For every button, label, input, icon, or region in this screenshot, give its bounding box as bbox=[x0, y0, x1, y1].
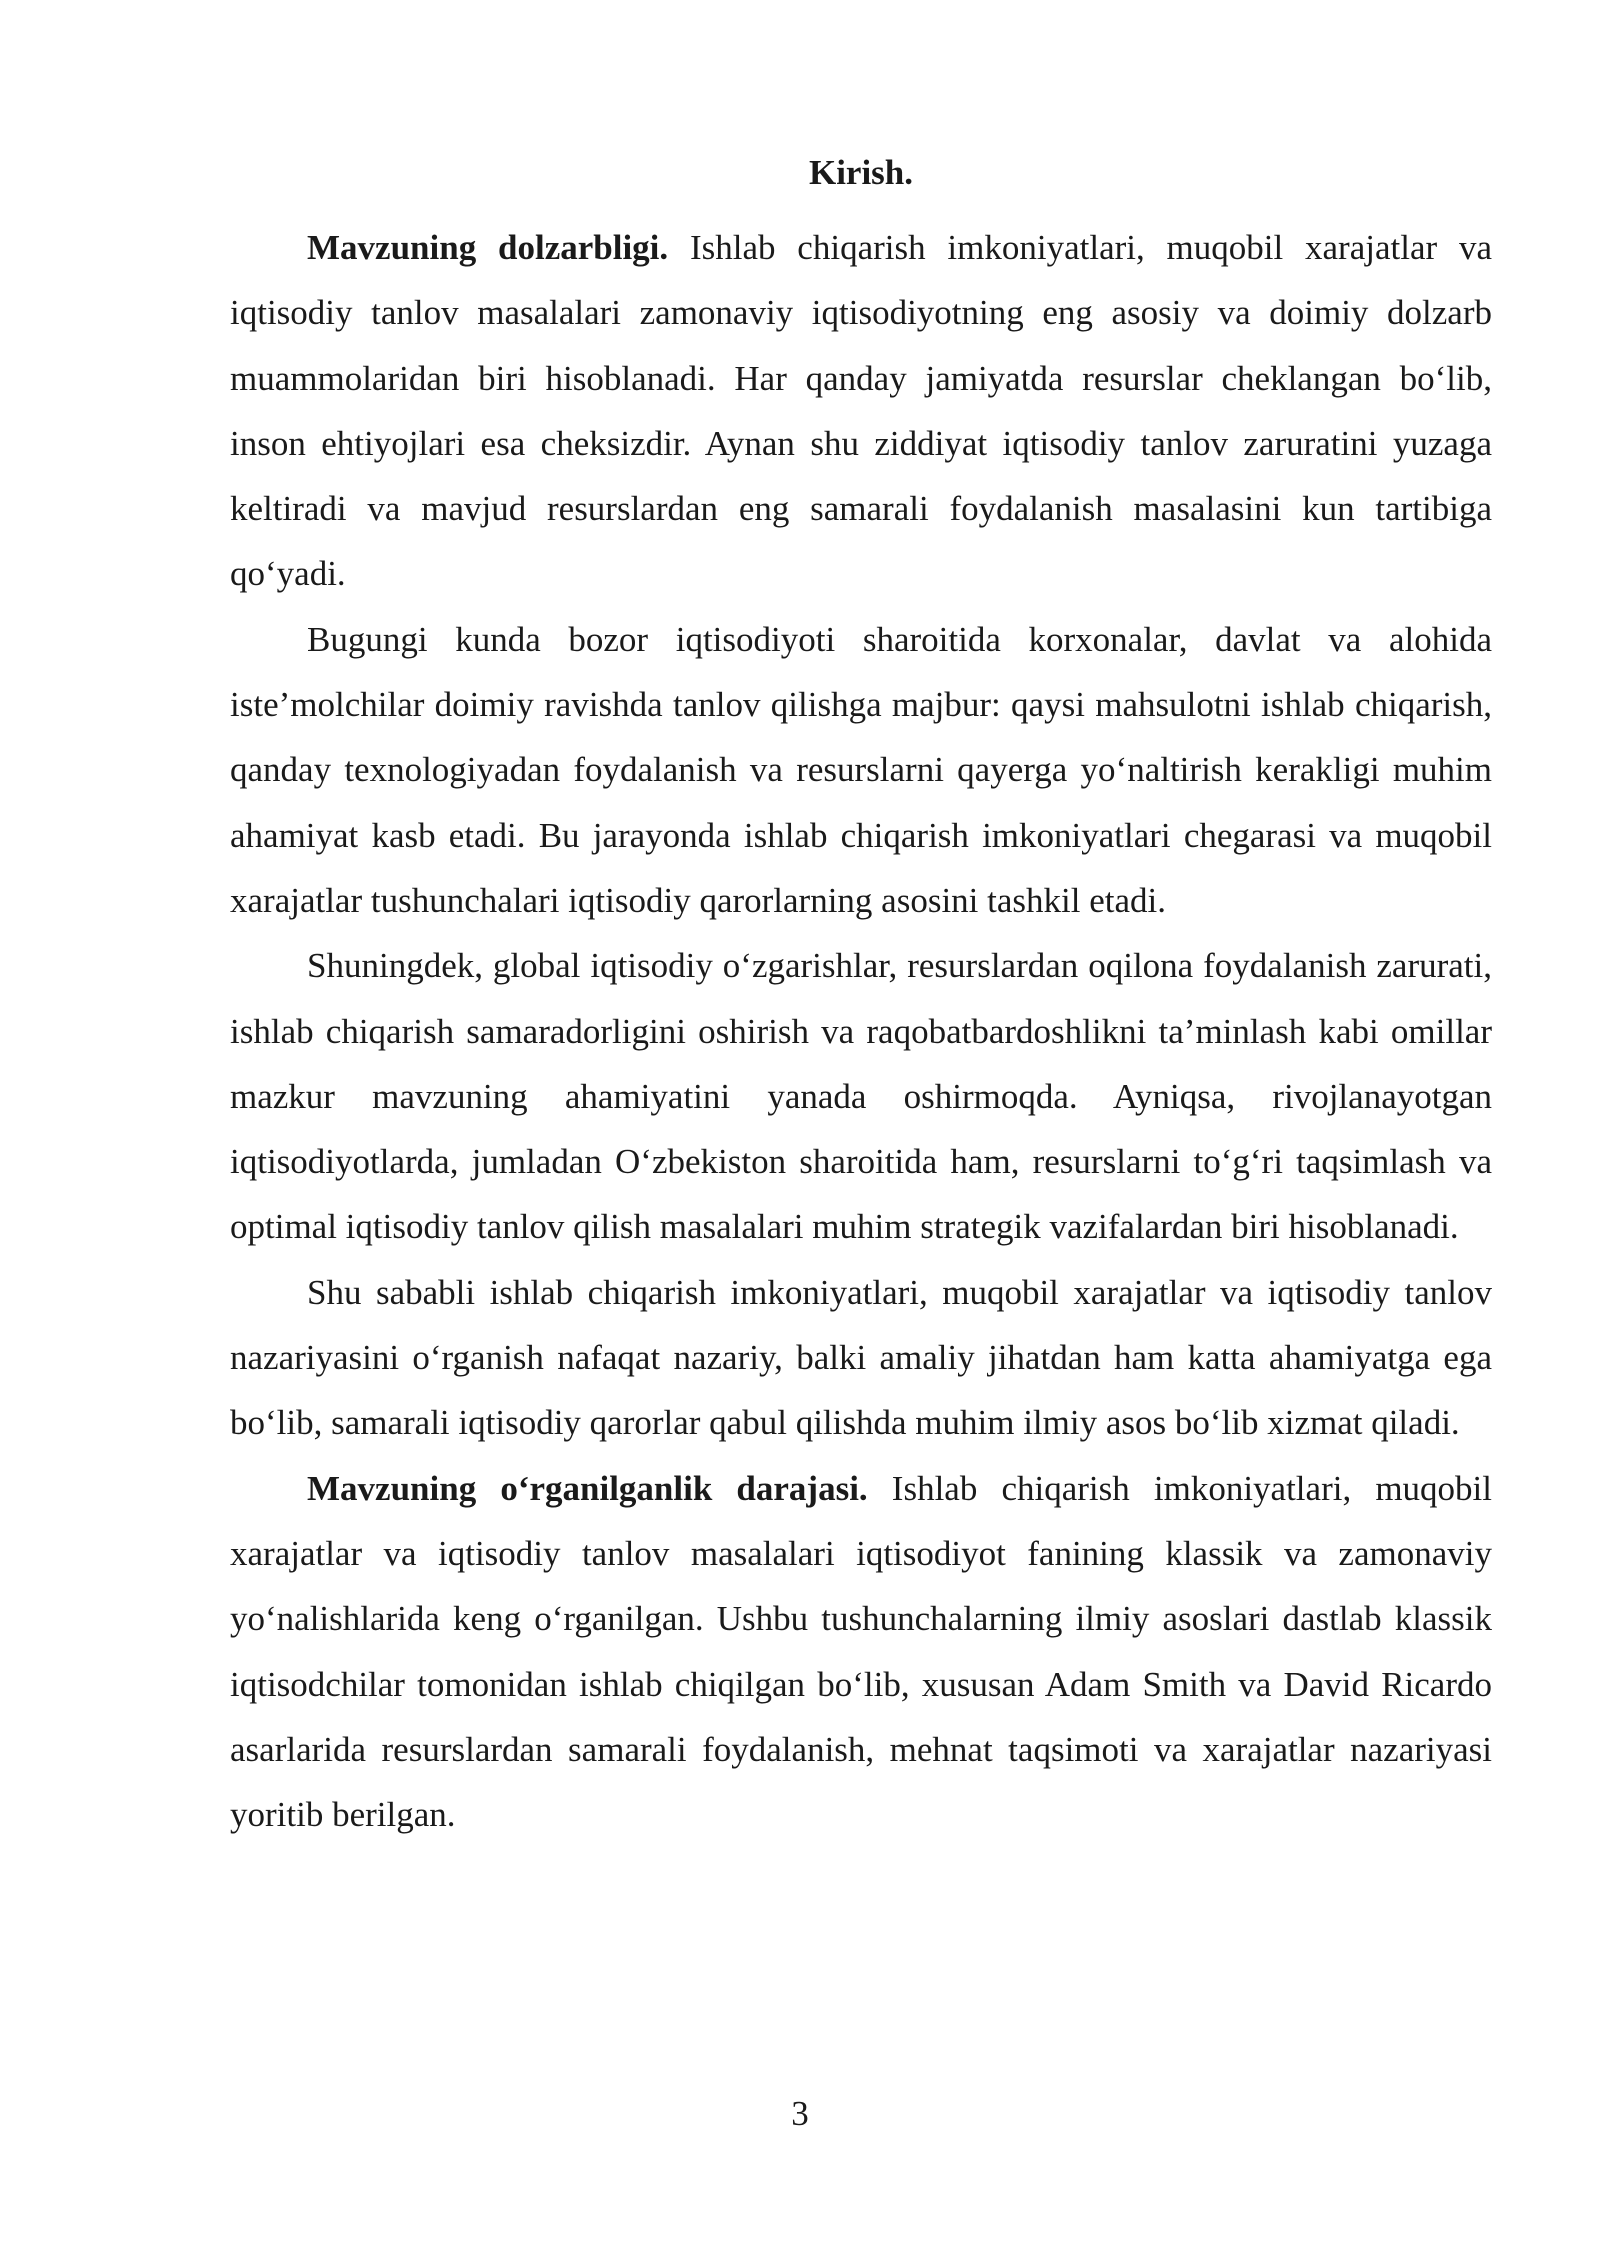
paragraph-market-economy bbox=[230, 607, 1492, 933]
paragraph-text: Shu sababli ishlab chiqarish imkoniyatlari, muqobil xarajatlar va iqtisodiy tanlov nazariyasini o‘rganish nafaqat nazariy, balki amaliy jihatdan ham katta ahamiyatga ega bo‘lib, samarali iqtisodiy qarorlar qabul qilishda muhim ilmiy asos bo‘lib xizmat qiladi. bbox=[230, 1272, 1492, 1443]
paragraph-text: Ishlab chiqarish imkoniyatlari, muqobil xarajatlar va iqtisodiy tanlov masalalari iqtisodiyot fanining klassik va zamonaviy yo‘nalishlarida keng o‘rganilgan. Ushbu tushunchalarning ilmiy asoslari dastlab klassik iqtisodchilar tomonidan ishlab chiqilgan bo‘lib, xususan Adam Smith va David Ricardo asarlarida resurslardan samarali foydalanish, mehnat taqsimoti va xarajatlar nazariyasi yoritib berilgan. bbox=[230, 1468, 1492, 1835]
page-title: Kirish. bbox=[808, 153, 914, 192]
section-heading-study-level: Mavzuning o‘rganilganlik darajasi. bbox=[307, 1468, 868, 1508]
paragraph-relevance bbox=[230, 215, 1492, 607]
paragraph-text: Shuningdek, global iqtisodiy o‘zgarishlar, resurslardan oqilona foydalanish zarurati, ishlab chiqarish samaradorligini oshirish va raqobatbardoshlikni ta’minlash kabi omillar mazkur mavzuning ahamiyatini yanada oshirmoqda. Ayniqsa, rivojlanayotgan iqtisodiyotlarda, jumladan O‘zbekiston sharoitida ham, resurslarni to‘g‘ri taqsimlash va optimal iqtisodiy tanlov qilish masalalari muhim strategik vazifalardan biri hisoblanadi. bbox=[230, 946, 1492, 1247]
document-body bbox=[230, 215, 1492, 1847]
paragraph-global-changes bbox=[230, 933, 1492, 1259]
paragraph-text: Ishlab chiqarish imkoniyatlari, muqobil xarajatlar va iqtisodiy tanlov masalalari zamonaviy iqtisodiyotning eng asosiy va doimiy dolzarb muammolaridan biri hisoblanadi. Har qanday jamiyatda resurslar cheklangan bo‘lib, inson ehtiyojlari esa cheksizdir. Aynan shu ziddiyat iqtisodiy tanlov zaruratini yuzaga keltiradi va mavjud resurslardan eng samarali foydalanish masalasini kun tartibiga qo‘yadi. bbox=[230, 228, 1492, 594]
section-heading-relevance: Mavzuning dolzarbligi. bbox=[307, 228, 669, 267]
paragraph-study-level bbox=[230, 1456, 1492, 1848]
paragraph-text: Bugungi kunda bozor iqtisodiyoti sharoitida korxonalar, davlat va alohida iste’molchilar doimiy ravishda tanlov qilishga majbur: qaysi mahsulotni ishlab chiqarish, qanday texnologiyadan foydalanish va resurslarni qayerga yo‘naltirish kerakligi muhim ahamiyat kasb etadi. Bu jarayonda ishlab chiqarish imkoniyatlari chegarasi va muqobil xarajatlar tushunchalari iqtisodiy qarorlarning asosini tashkil etadi. bbox=[230, 619, 1492, 920]
page-number: 3 bbox=[791, 2094, 809, 2133]
paragraph-conclusion bbox=[230, 1260, 1492, 1456]
